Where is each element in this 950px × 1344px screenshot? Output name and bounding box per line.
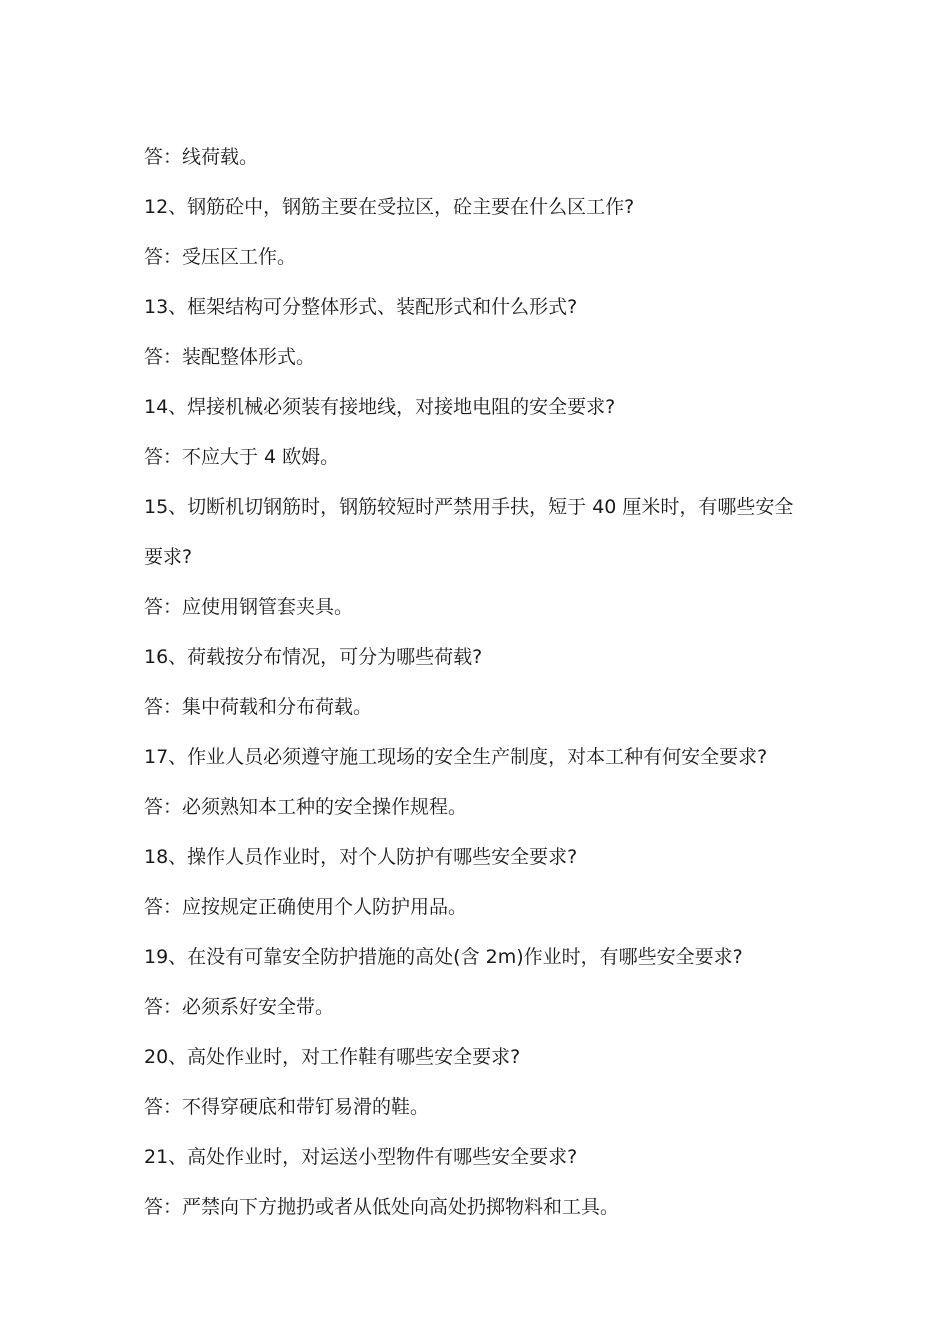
question-line: 19、在没有可靠安全防护措施的高处(含 2m)作业时，有哪些安全要求? <box>144 946 743 968</box>
answer-line: 答：必须熟知本工种的安全操作规程。 <box>144 796 468 818</box>
answer-line: 答：必须系好安全带。 <box>144 996 335 1018</box>
question-line-continuation: 要求? <box>144 546 193 568</box>
answer-line: 答：受压区工作。 <box>144 246 297 268</box>
answer-line: 答：装配整体形式。 <box>144 346 316 368</box>
document-body <box>144 132 816 1232</box>
question-line: 15、切断机切钢筋时，钢筋较短时严禁用手扶，短于 40 厘米时，有哪些安全 <box>144 496 794 518</box>
answer-line: 答：应按规定正确使用个人防护用品。 <box>144 896 468 918</box>
answer-line: 答：线荷载。 <box>144 146 259 168</box>
question-line: 13、框架结构可分整体形式、装配形式和什么形式? <box>144 296 578 318</box>
question-line: 20、高处作业时，对工作鞋有哪些安全要求? <box>144 1046 521 1068</box>
question-line: 17、作业人员必须遵守施工现场的安全生产制度，对本工种有何安全要求? <box>144 746 768 768</box>
answer-line: 答：不得穿硬底和带钉易滑的鞋。 <box>144 1096 430 1118</box>
answer-line: 答：集中荷载和分布荷载。 <box>144 696 373 718</box>
question-line: 16、荷载按分布情况，可分为哪些荷载? <box>144 646 483 668</box>
question-line: 14、焊接机械必须装有接地线，对接地电阻的安全要求? <box>144 396 616 418</box>
question-line: 12、钢筋砼中，钢筋主要在受拉区，砼主要在什么区工作? <box>144 196 635 218</box>
answer-line: 答：严禁向下方抛扔或者从低处向高处扔掷物料和工具。 <box>144 1196 620 1218</box>
answer-line: 答：应使用钢管套夹具。 <box>144 596 354 618</box>
question-line: 18、操作人员作业时，对个人防护有哪些安全要求? <box>144 846 578 868</box>
question-line: 21、高处作业时，对运送小型物件有哪些安全要求? <box>144 1146 578 1168</box>
answer-line: 答：不应大于 4 欧姆。 <box>144 446 340 468</box>
